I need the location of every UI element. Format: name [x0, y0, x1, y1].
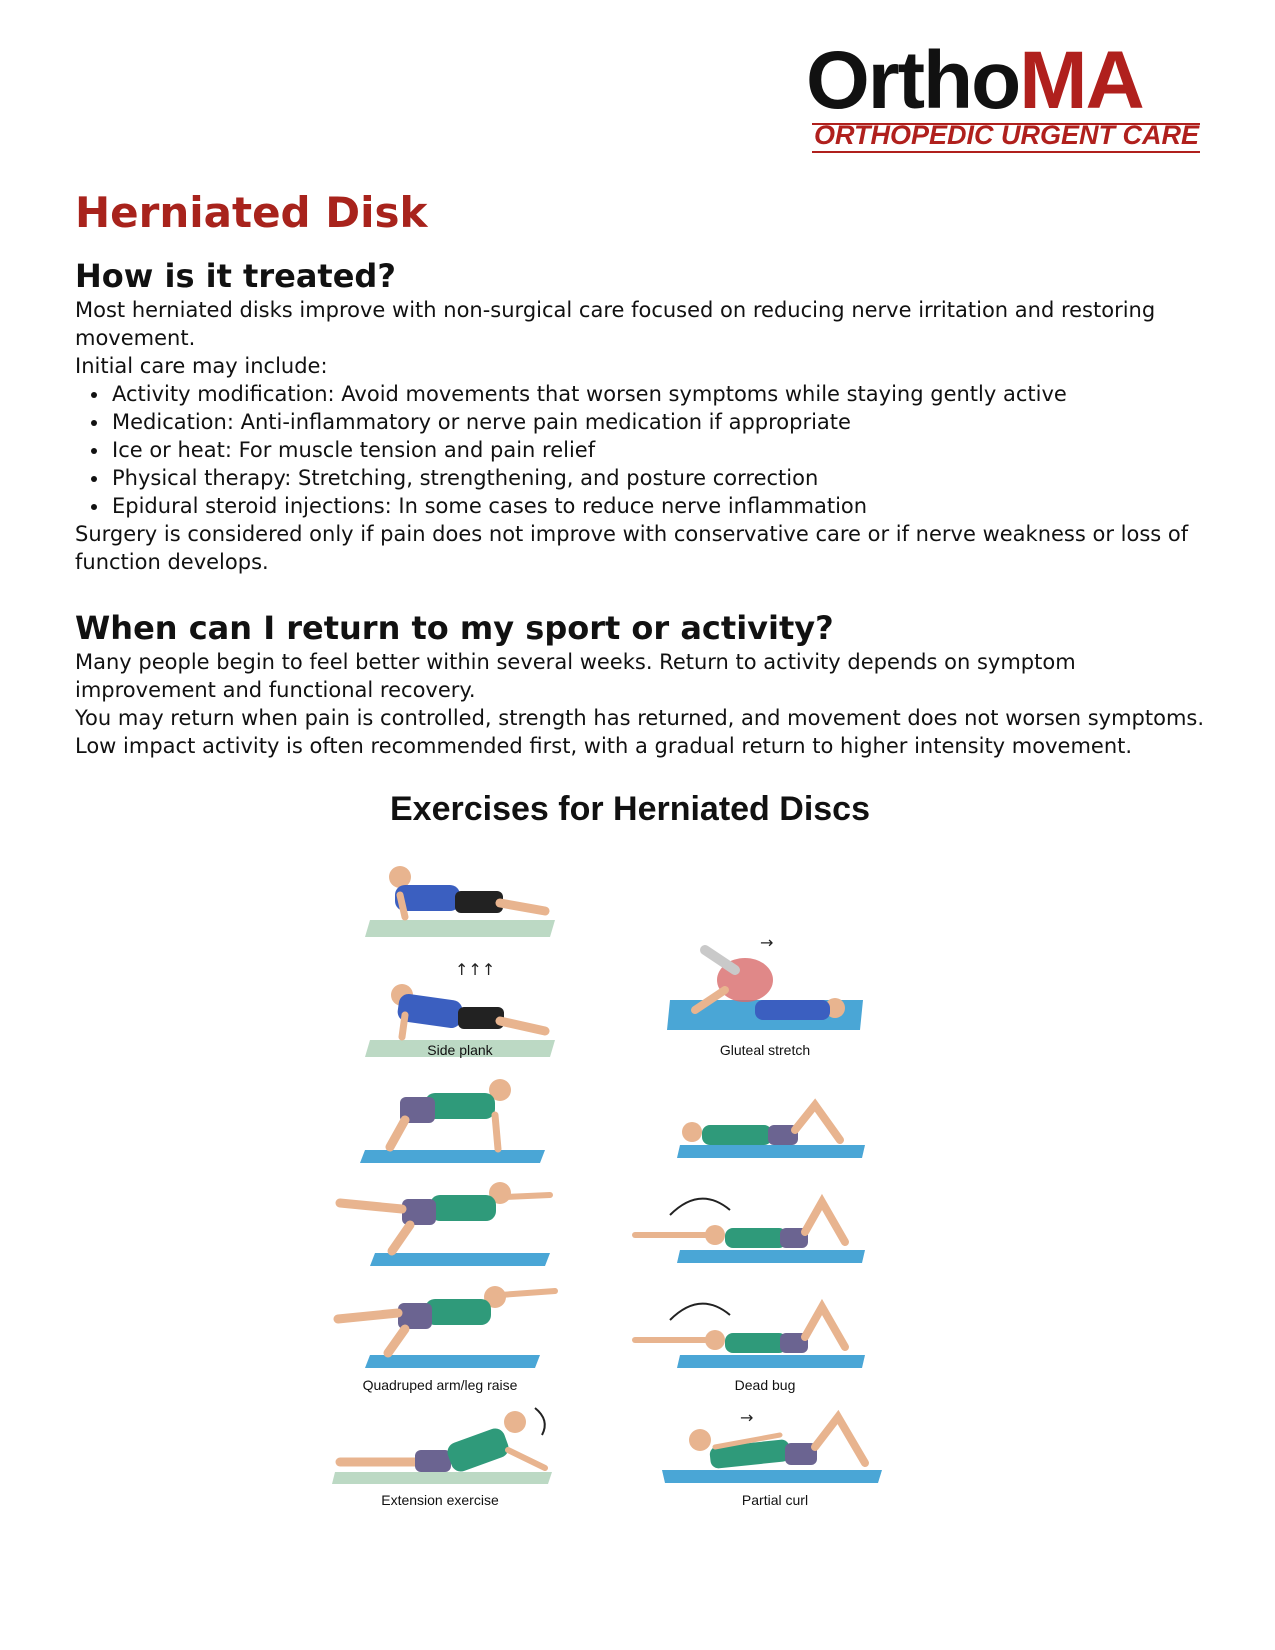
- motion-arc-icon: [670, 1199, 730, 1215]
- figure-head: [504, 1411, 526, 1433]
- motion-arc-icon: [535, 1408, 545, 1435]
- dead-bug-illustration: [630, 1090, 870, 1380]
- figure-shorts: [402, 1199, 436, 1225]
- figure-head: [689, 1429, 711, 1451]
- list-item: • Ice or heat: For muscle tension and pain relief: [110, 436, 1205, 464]
- caption-dead-bug: Dead bug: [734, 1377, 796, 1393]
- list-item: • Epidural steroid injections: In some cases to reduce nerve inflammation: [110, 492, 1205, 520]
- figure-shirt: [425, 1093, 495, 1119]
- figure-legs: [500, 903, 545, 911]
- figure-arm: [402, 1015, 405, 1037]
- section-heading-treatment: How is it treated?: [75, 257, 396, 295]
- direction-arrow-icon: →: [740, 1408, 754, 1427]
- exercise-mat: [360, 1150, 545, 1163]
- figure-shirt: [425, 1299, 491, 1325]
- orthoma-logo: [806, 35, 1206, 150]
- figure-shirt: [725, 1228, 787, 1248]
- figure-shirt: [702, 1125, 772, 1145]
- figure-legs: [340, 1203, 402, 1209]
- figure-arm: [508, 1450, 545, 1468]
- list-item: • Physical therapy: Stretching, strengthening, and posture correction: [110, 464, 1205, 492]
- list-item: • Activity modification: Avoid movements that worsen symptoms while staying gently active: [110, 380, 1205, 408]
- logo-tagline: ORTHOPEDIC URGENT CARE: [814, 120, 1200, 150]
- section-spacer: [75, 576, 1205, 608]
- logo-ortho-text: Ortho: [806, 35, 1020, 126]
- figure-shorts: [415, 1450, 451, 1472]
- return-paragraph-2: You may return when pain is controlled, strength has returned, and movement does not worsen symptoms. Low impact activity is often recommended first, with a gradual return to higher intensity movement.: [75, 706, 1205, 758]
- treatment-list-intro: Initial care may include:: [75, 354, 328, 378]
- figure-legs: [795, 1105, 840, 1140]
- figure-legs: [390, 1120, 405, 1147]
- exercise-mat: [365, 1355, 540, 1368]
- caption-quadruped: Quadruped arm/leg raise: [362, 1377, 518, 1393]
- figure-arm: [495, 1115, 498, 1149]
- motion-arc-icon: [670, 1304, 730, 1320]
- quadruped-illustration: [330, 1075, 570, 1375]
- caption-extension: Extension exercise: [381, 1492, 499, 1508]
- logo-rule-bottom: [812, 151, 1200, 153]
- figure-legs: [705, 950, 735, 970]
- figure-arm: [400, 895, 405, 917]
- figure-arm: [505, 1195, 550, 1197]
- exercise-mat: [370, 1253, 550, 1266]
- figure-shirt: [755, 1000, 830, 1020]
- logo-wordmark: [806, 35, 1206, 126]
- caption-gluteal-stretch: Gluteal stretch: [719, 1042, 811, 1058]
- logo-ma-text: MA: [1019, 35, 1143, 126]
- exercise-mat: [677, 1355, 865, 1368]
- exercise-mat: [365, 920, 555, 937]
- treatment-list: [75, 380, 1205, 520]
- figure-head: [682, 1122, 702, 1142]
- direction-arrow-icon: →: [760, 933, 774, 952]
- document-body: [75, 188, 1205, 760]
- treatment-closing: Surgery is considered only if pain does not improve with conservative care or if nerve weakness or loss of function develops.: [75, 522, 1189, 574]
- exercise-mat: [662, 1470, 882, 1483]
- figure-shirt: [430, 1195, 496, 1221]
- caption-side-plank: Side plank: [427, 1042, 493, 1058]
- exercise-figure: [330, 790, 930, 1580]
- figure-head: [705, 1225, 725, 1245]
- figure-head: [389, 866, 411, 888]
- figure-legs: [388, 1329, 405, 1353]
- page-title: Herniated Disk: [75, 188, 428, 237]
- side-plank-illustration: [360, 845, 560, 1065]
- figure-legs: [805, 1307, 845, 1347]
- figure-legs: [392, 1225, 410, 1251]
- figure-shirt: [725, 1333, 787, 1353]
- caption-partial-curl: Partial curl: [741, 1492, 809, 1508]
- figure-arm: [500, 1291, 555, 1295]
- list-item: • Medication: Anti-inflammatory or nerve pain medication if appropriate: [110, 408, 1205, 436]
- figure-legs: [338, 1313, 398, 1319]
- figure-title: Exercises for Herniated Discs: [389, 790, 871, 828]
- exercise-mat: [332, 1472, 552, 1484]
- exercise-mat: [677, 1250, 865, 1263]
- gluteal-stretch-illustration: [665, 930, 865, 1040]
- figure-legs: [805, 1202, 845, 1242]
- lift-arrows-icon: ↑↑↑: [455, 960, 496, 979]
- figure-legs: [815, 1417, 865, 1463]
- return-paragraph-1: Many people begin to feel better within several weeks. Return to activity depends on symptom improvement and functional recovery.: [75, 650, 1076, 702]
- section-heading-return: When can I return to my sport or activity?: [75, 609, 834, 647]
- extension-exercise-illustration: [330, 1400, 560, 1490]
- figure-shirt: [445, 1426, 512, 1475]
- exercise-mat: [677, 1145, 865, 1158]
- partial-curl-illustration: [660, 1405, 890, 1490]
- figure-legs: [500, 1021, 545, 1031]
- treatment-intro: Most herniated disks improve with non-surgical care focused on reducing nerve irritation and restoring movement.: [75, 298, 1156, 350]
- figure-head: [705, 1330, 725, 1350]
